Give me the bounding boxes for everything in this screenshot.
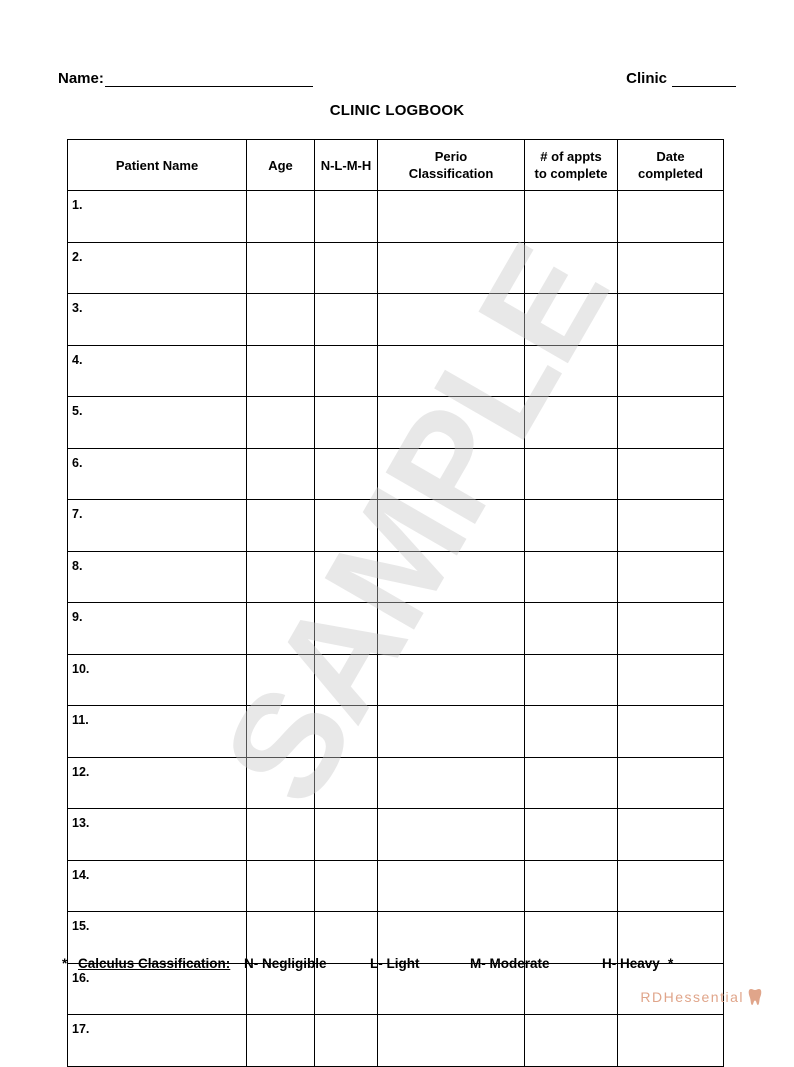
col-header-appts-to-complete: # of appts to complete xyxy=(525,140,618,191)
perio-classification-cell[interactable] xyxy=(378,500,525,552)
age-cell[interactable] xyxy=(247,1015,315,1067)
clinic-label: Clinic xyxy=(626,70,667,87)
date-completed-cell[interactable] xyxy=(618,809,724,861)
patient-name-cell[interactable]: 3. xyxy=(68,294,247,346)
legend-light: L- Light xyxy=(370,956,420,971)
nlmh-cell[interactable] xyxy=(315,757,378,809)
table-row xyxy=(68,397,724,449)
date-completed-cell[interactable] xyxy=(618,654,724,706)
patient-name-cell[interactable]: 16. xyxy=(68,963,247,1015)
col-header-patient-name: Patient Name xyxy=(68,140,247,191)
age-cell[interactable] xyxy=(247,345,315,397)
col-header-date-completed: Date completed xyxy=(618,140,724,191)
legend-negligible: N- Negligible xyxy=(244,956,327,971)
appts-cell[interactable] xyxy=(525,500,618,552)
nlmh-cell[interactable] xyxy=(315,706,378,758)
nlmh-cell[interactable] xyxy=(315,397,378,449)
perio-classification-cell[interactable] xyxy=(378,603,525,655)
date-completed-cell[interactable] xyxy=(618,603,724,655)
patient-name-cell[interactable]: 11. xyxy=(68,706,247,758)
date-completed-cell[interactable] xyxy=(618,397,724,449)
table-row xyxy=(68,1015,724,1067)
date-completed-cell[interactable] xyxy=(618,551,724,603)
appts-cell[interactable] xyxy=(525,294,618,346)
appts-cell[interactable] xyxy=(525,448,618,500)
table-row xyxy=(68,860,724,912)
perio-classification-cell[interactable] xyxy=(378,397,525,449)
legend-moderate: M- Moderate xyxy=(470,956,550,971)
perio-classification-cell[interactable] xyxy=(378,860,525,912)
tooth-icon xyxy=(748,988,762,1006)
clinic-input-line[interactable] xyxy=(672,72,736,87)
patient-name-cell[interactable]: 15. xyxy=(68,912,247,964)
appts-cell[interactable] xyxy=(525,706,618,758)
table-row xyxy=(68,809,724,861)
date-completed-cell[interactable] xyxy=(618,294,724,346)
appts-cell[interactable] xyxy=(525,242,618,294)
perio-classification-cell[interactable] xyxy=(378,757,525,809)
table-row xyxy=(68,603,724,655)
name-field xyxy=(58,70,313,87)
date-completed-cell[interactable] xyxy=(618,191,724,243)
col-header-age: Age xyxy=(247,140,315,191)
header-row xyxy=(68,140,724,191)
legend-star-left: * xyxy=(62,956,68,971)
nlmh-cell[interactable] xyxy=(315,809,378,861)
date-completed-cell[interactable] xyxy=(618,345,724,397)
table-row xyxy=(68,345,724,397)
table-row xyxy=(68,448,724,500)
age-cell[interactable] xyxy=(247,500,315,552)
patient-name-cell[interactable]: 7. xyxy=(68,500,247,552)
perio-classification-cell[interactable] xyxy=(378,294,525,346)
appts-cell[interactable] xyxy=(525,1015,618,1067)
age-cell[interactable] xyxy=(247,860,315,912)
nlmh-cell[interactable] xyxy=(315,603,378,655)
brand-text: RDHessential xyxy=(640,989,744,1005)
nlmh-cell[interactable] xyxy=(315,551,378,603)
patient-name-cell[interactable]: 1. xyxy=(68,191,247,243)
age-cell[interactable] xyxy=(247,551,315,603)
patient-name-cell[interactable]: 9. xyxy=(68,603,247,655)
date-completed-cell[interactable] xyxy=(618,242,724,294)
perio-classification-cell[interactable] xyxy=(378,551,525,603)
perio-classification-cell[interactable] xyxy=(378,654,525,706)
legend-heavy: H- Heavy xyxy=(602,956,660,971)
perio-classification-cell[interactable] xyxy=(378,242,525,294)
brand-logo xyxy=(640,988,762,1006)
nlmh-cell[interactable] xyxy=(315,242,378,294)
perio-classification-cell[interactable] xyxy=(378,706,525,758)
age-cell[interactable] xyxy=(247,448,315,500)
nlmh-cell[interactable] xyxy=(315,860,378,912)
legend-label: Calculus Classification: xyxy=(78,956,231,971)
appts-cell[interactable] xyxy=(525,860,618,912)
logbook-table xyxy=(67,139,724,1067)
nlmh-cell[interactable] xyxy=(315,191,378,243)
nlmh-cell[interactable] xyxy=(315,294,378,346)
age-cell[interactable] xyxy=(247,242,315,294)
age-cell[interactable] xyxy=(247,654,315,706)
date-completed-cell[interactable] xyxy=(618,757,724,809)
table-row xyxy=(68,500,724,552)
patient-name-cell[interactable]: 14. xyxy=(68,860,247,912)
sample-watermark: SAMPLE xyxy=(190,219,640,830)
perio-classification-cell[interactable] xyxy=(378,809,525,861)
date-completed-cell[interactable] xyxy=(618,860,724,912)
table-row xyxy=(68,551,724,603)
legend-star-right: * xyxy=(668,956,674,971)
age-cell[interactable] xyxy=(247,757,315,809)
name-label: Name: xyxy=(58,70,104,87)
table-row xyxy=(68,706,724,758)
perio-classification-cell[interactable] xyxy=(378,448,525,500)
patient-name-cell[interactable]: 2. xyxy=(68,242,247,294)
age-cell[interactable] xyxy=(247,397,315,449)
age-cell[interactable] xyxy=(247,191,315,243)
table-row xyxy=(68,191,724,243)
name-input-line[interactable] xyxy=(105,72,313,87)
nlmh-cell[interactable] xyxy=(315,448,378,500)
appts-cell[interactable] xyxy=(525,551,618,603)
patient-name-cell[interactable]: 5. xyxy=(68,397,247,449)
age-cell[interactable] xyxy=(247,603,315,655)
clinic-field xyxy=(626,70,736,87)
table-row xyxy=(68,654,724,706)
age-cell[interactable] xyxy=(247,706,315,758)
nlmh-cell[interactable] xyxy=(315,345,378,397)
date-completed-cell[interactable] xyxy=(618,500,724,552)
age-cell[interactable] xyxy=(247,809,315,861)
date-completed-cell[interactable] xyxy=(618,448,724,500)
appts-cell[interactable] xyxy=(525,757,618,809)
age-cell[interactable] xyxy=(247,294,315,346)
date-completed-cell[interactable] xyxy=(618,1015,724,1067)
page-title: CLINIC LOGBOOK xyxy=(329,102,465,119)
patient-name-cell[interactable]: 4. xyxy=(68,345,247,397)
patient-name-cell[interactable]: 8. xyxy=(68,551,247,603)
nlmh-cell[interactable] xyxy=(315,500,378,552)
perio-classification-cell[interactable] xyxy=(378,345,525,397)
patient-name-cell[interactable]: 10. xyxy=(68,654,247,706)
col-header-perio-classification: Perio Classification xyxy=(378,140,525,191)
table-row xyxy=(68,757,724,809)
appts-cell[interactable] xyxy=(525,345,618,397)
patient-name-cell[interactable]: 13. xyxy=(68,809,247,861)
patient-name-cell[interactable]: 12. xyxy=(68,757,247,809)
nlmh-cell[interactable] xyxy=(315,1015,378,1067)
perio-classification-cell[interactable] xyxy=(378,191,525,243)
appts-cell[interactable] xyxy=(525,397,618,449)
col-header-nlmh: N-L-M-H xyxy=(315,140,378,191)
perio-classification-cell[interactable] xyxy=(378,1015,525,1067)
appts-cell[interactable] xyxy=(525,809,618,861)
date-completed-cell[interactable] xyxy=(618,706,724,758)
nlmh-cell[interactable] xyxy=(315,654,378,706)
table-row xyxy=(68,294,724,346)
patient-name-cell[interactable]: 17. xyxy=(68,1015,247,1067)
appts-cell[interactable] xyxy=(525,654,618,706)
appts-cell[interactable] xyxy=(525,191,618,243)
patient-name-cell[interactable]: 6. xyxy=(68,448,247,500)
table-row xyxy=(68,242,724,294)
appts-cell[interactable] xyxy=(525,603,618,655)
